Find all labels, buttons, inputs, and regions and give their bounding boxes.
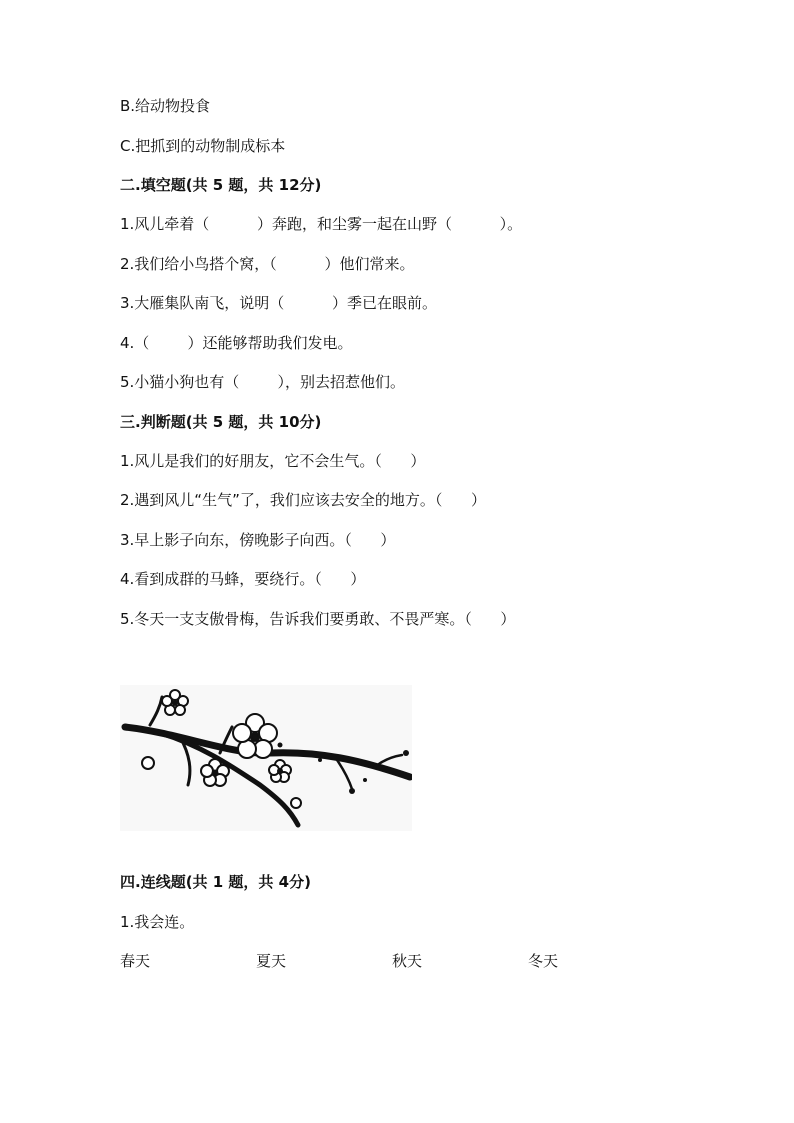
section-heading-true-false: 三.判断题(共 5 题，共 10分): [120, 413, 322, 431]
fill-blank-question-3: 3.大雁集队南飞，说明（ ）季已在眼前。: [120, 294, 437, 312]
true-false-question-5: 5.冬天一支支傲骨梅，告诉我们要勇敢、不畏严寒。（ ）: [120, 610, 516, 628]
season-autumn: 秋天: [392, 952, 423, 970]
season-spring: 春天: [120, 952, 151, 970]
plum-blossom-illustration: [120, 685, 412, 831]
fill-blank-question-2: 2.我们给小鸟搭个窝，（ ）他们常来。: [120, 255, 415, 273]
section-heading-matching: 四.连线题(共 1 题，共 4分): [120, 873, 311, 891]
option-c: C.把抓到的动物制成标本: [120, 137, 286, 155]
fill-blank-question-5: 5.小猫小狗也有（ ），别去招惹他们。: [120, 373, 405, 391]
season-summer: 夏天: [256, 952, 287, 970]
fill-blank-question-4: 4.（ ）还能够帮助我们发电。: [120, 334, 353, 352]
true-false-question-3: 3.早上影子向东，傍晚影子向西。（ ）: [120, 531, 396, 549]
true-false-question-1: 1.风儿是我们的好朋友，它不会生气。（ ）: [120, 452, 426, 470]
bud-open-1: [142, 757, 154, 769]
season-winter: 冬天: [528, 952, 559, 970]
true-false-question-4: 4.看到成群的马蜂，要绕行。（ ）: [120, 570, 366, 588]
matching-question-1: 1.我会连。: [120, 913, 195, 931]
true-false-question-2: 2.遇到风儿“生气”了，我们应该去安全的地方。（ ）: [120, 491, 486, 509]
section-heading-fill-blank: 二.填空题(共 5 题，共 12分): [120, 176, 322, 194]
option-b: B.给动物投食: [120, 97, 211, 115]
fill-blank-question-1: 1.风儿牵着（ ）奔跑，和尘雾一起在山野（ ）。: [120, 215, 523, 233]
bud-open-2: [291, 798, 301, 808]
